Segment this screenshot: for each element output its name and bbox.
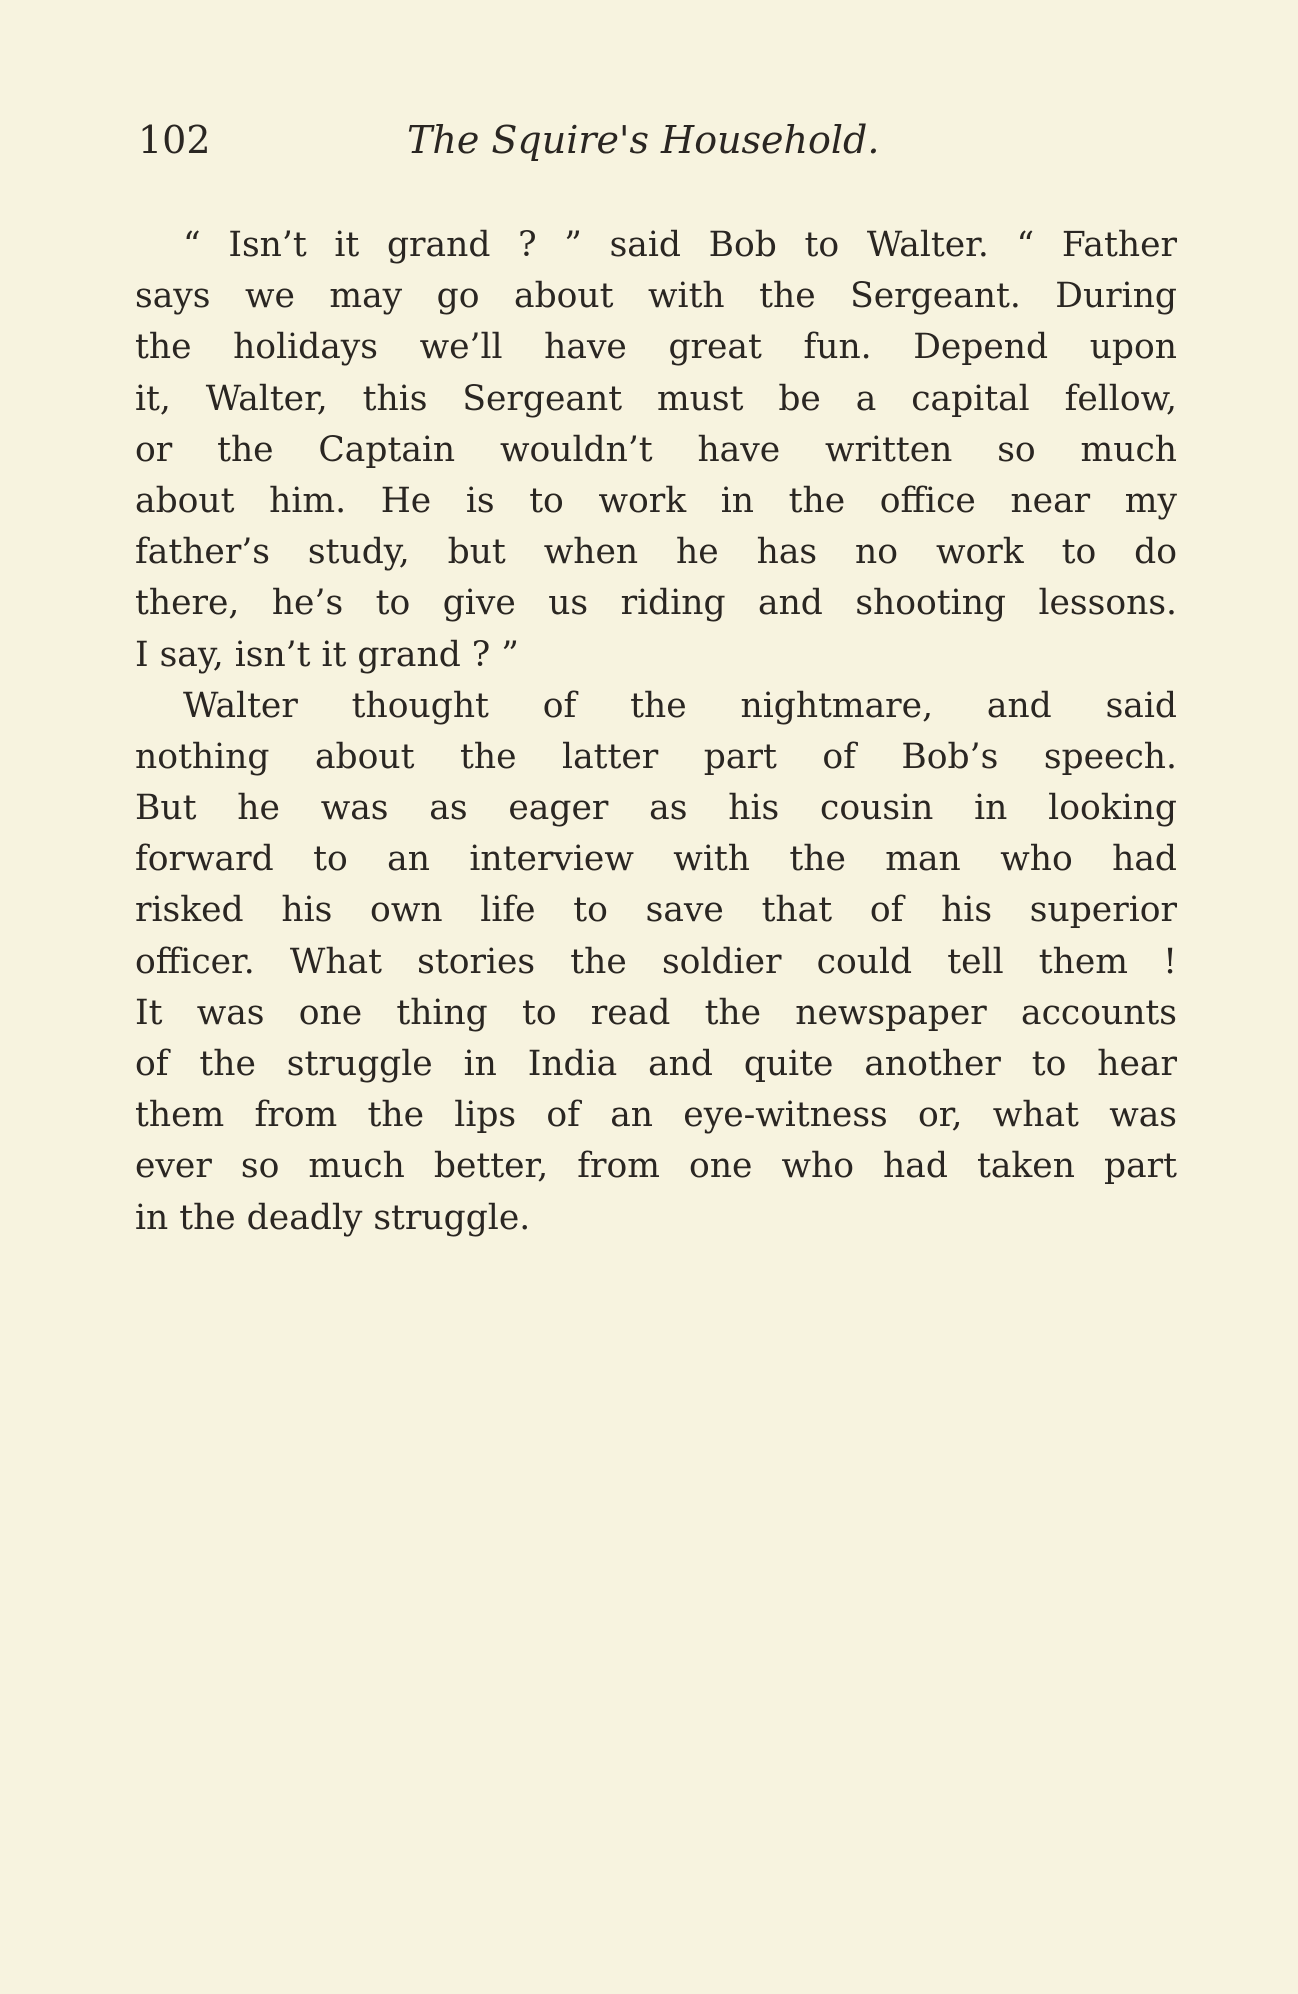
text-line: It was one thing to read the newspaper accounts bbox=[135, 992, 1177, 1033]
text-line: father’s study, but when he has no work to do bbox=[135, 532, 1177, 573]
text-line: nothing about the latter part of Bob’s speech. bbox=[135, 736, 1177, 777]
text-line: or the Captain wouldn’t have written so much bbox=[135, 429, 1177, 470]
running-title: The Squire's Household. bbox=[407, 118, 880, 162]
text-line: risked his own life to save that of his superior bbox=[135, 890, 1177, 931]
text-line: in the deadly struggle. bbox=[135, 1197, 531, 1238]
text-line: says we may go about with the Sergeant. During bbox=[135, 276, 1177, 317]
text-line: I say, isn’t it grand ? ” bbox=[135, 634, 519, 675]
text-line: But he was as eager as his cousin in looking bbox=[135, 788, 1177, 829]
text-line: officer. What stories the soldier could tell them ! bbox=[135, 941, 1177, 982]
text-line: of the struggle in India and quite another to hear bbox=[135, 1044, 1177, 1084]
text-line: forward to an interview with the man who had bbox=[135, 839, 1177, 880]
text-line: the holidays we’ll have great fun. Depend upon bbox=[135, 327, 1177, 368]
text-line: it, Walter, this Sergeant must be a capital fellow, bbox=[135, 378, 1177, 419]
text-line: ever so much better, from one who had taken part bbox=[135, 1146, 1177, 1187]
text-line: Walter thought of the nightmare, and said bbox=[183, 685, 1177, 726]
text-line: about him. He is to work in the office near my bbox=[135, 480, 1177, 521]
page-number: 102 bbox=[138, 118, 211, 162]
text-line: there, he’s to give us riding and shooting lessons. bbox=[135, 583, 1177, 624]
running-head bbox=[135, 118, 1180, 168]
text-line: “ Isn’t it grand ? ” said Bob to Walter. “ Father bbox=[183, 225, 1177, 265]
body-text bbox=[135, 220, 1177, 1244]
text-line: them from the lips of an eye-witness or, what was bbox=[135, 1095, 1177, 1136]
